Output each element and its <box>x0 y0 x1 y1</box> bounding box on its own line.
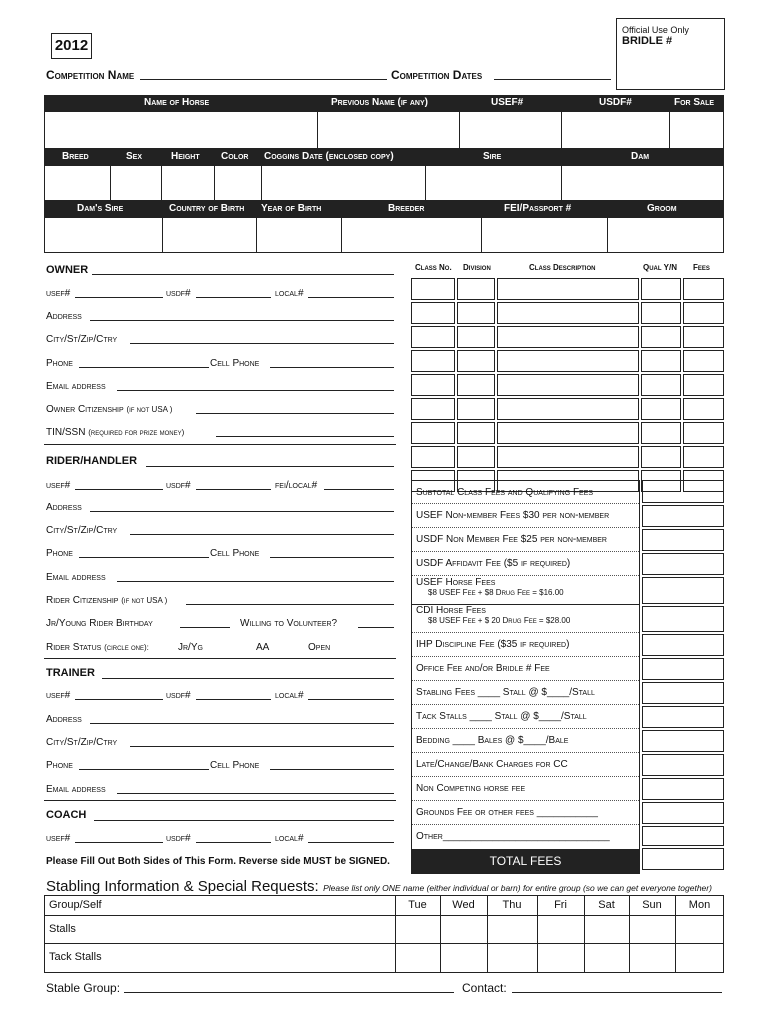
fee-stabling: Stabling Fees ____ Stall @ $____/Stall <box>412 681 639 705</box>
rider-status-text: Rider Status <box>46 642 102 653</box>
trainer-cell-label: Cell Phone <box>210 760 260 771</box>
official-use-label: Official Use Only <box>622 25 689 35</box>
trainer-city-field[interactable] <box>130 735 394 747</box>
class-row <box>411 325 724 349</box>
coach-usdf-field[interactable] <box>196 831 271 843</box>
owner-tin-note: (required for prize money) <box>88 428 185 437</box>
rider-usdf-label: usdf# <box>166 480 191 491</box>
trainer-title: TRAINER <box>46 667 95 679</box>
rider-phone-field[interactable] <box>79 546 209 558</box>
trainer-phone-label: Phone <box>46 760 73 771</box>
fill-note: Please Fill Out Both Sides of This Form. Reverse side MUST be SIGNED. <box>46 856 390 867</box>
divider <box>317 112 318 148</box>
class-cell[interactable] <box>457 398 495 420</box>
rider-status-aa[interactable]: AA <box>256 642 270 653</box>
owner-tin-field[interactable] <box>216 425 394 437</box>
rider-citizenship-text: Rider Citizenship <box>46 595 119 606</box>
header-usdf-number: USDF# <box>599 97 632 108</box>
class-cell[interactable] <box>641 374 681 396</box>
rider-citizenship-note: (if not USA ) <box>121 596 168 605</box>
class-cell[interactable] <box>497 326 639 348</box>
rider-name-field[interactable] <box>146 454 394 467</box>
header-previous-name: Previous Name (if any) <box>331 97 428 108</box>
class-cell[interactable] <box>497 446 639 468</box>
class-cell[interactable] <box>683 302 724 324</box>
section-divider <box>44 444 396 445</box>
trainer-usdf-field[interactable] <box>196 688 271 700</box>
stabling-note: Please list only ONE name (either individual or barn) for entire group (so we can get everyone together) <box>323 883 712 893</box>
day-header-sat: Sat <box>598 899 615 911</box>
header-coggins-date: Coggins Date (enclosed copy) <box>264 151 394 162</box>
owner-citizenship-text: Owner Citizenship <box>46 404 124 415</box>
class-cell[interactable] <box>683 278 724 300</box>
owner-tin-text: TIN/SSN <box>46 427 86 438</box>
header-height: Height <box>171 151 200 162</box>
total-fees-label: TOTAL FEES <box>412 849 639 873</box>
rider-cell-label: Cell Phone <box>210 548 260 559</box>
rider-status-jryg[interactable]: Jr/Yg <box>178 642 203 653</box>
rider-city-label: City/St/Zip/Ctry <box>46 525 118 536</box>
owner-cell-field[interactable] <box>270 356 394 368</box>
fee-usef-horse: USEF Horse Fees <box>416 577 496 588</box>
rider-usef-label: usef# <box>46 480 71 491</box>
trainer-phone-field[interactable] <box>79 758 209 770</box>
stabling-header-group: Group/Self <box>49 899 102 911</box>
owner-citizenship-note: (if not USA ) <box>126 405 173 414</box>
owner-cell-label: Cell Phone <box>210 358 260 369</box>
contact-field[interactable] <box>512 978 722 993</box>
coach-name-field[interactable] <box>94 808 394 821</box>
rider-fei-field[interactable] <box>324 478 394 490</box>
trainer-city-label: City/St/Zip/Ctry <box>46 737 118 748</box>
owner-usdf-field[interactable] <box>196 286 271 298</box>
fee-amount-box[interactable] <box>642 706 724 728</box>
divider <box>256 218 257 252</box>
owner-usef-field[interactable] <box>75 286 163 298</box>
class-cell[interactable] <box>497 398 639 420</box>
coach-title: COACH <box>46 809 87 821</box>
owner-phone-field[interactable] <box>79 356 209 368</box>
trainer-local-field[interactable] <box>308 688 394 700</box>
day-header-wed: Wed <box>452 899 475 911</box>
class-row <box>411 397 724 421</box>
class-cell[interactable] <box>683 326 724 348</box>
fee-bedding: Bedding ____ Bales @ $____/Bale <box>412 729 639 753</box>
horse-header-row-3 <box>44 201 724 217</box>
trainer-usef-label: usef# <box>46 690 71 701</box>
header-country-of-birth: Country of Birth <box>169 203 245 214</box>
coach-local-field[interactable] <box>308 831 394 843</box>
class-cell[interactable] <box>411 350 455 372</box>
divider <box>161 166 162 200</box>
owner-citizenship-field[interactable] <box>196 402 394 414</box>
rider-email-label: Email address <box>46 572 106 583</box>
class-cell[interactable] <box>641 422 681 444</box>
rider-cell-field[interactable] <box>270 546 394 558</box>
fee-other: Other______________________________ <box>416 831 610 842</box>
horse-input-row-2[interactable] <box>44 165 724 201</box>
fee-amount-box[interactable] <box>642 634 724 656</box>
owner-usdf-label: usdf# <box>166 288 191 299</box>
rider-email-field[interactable] <box>117 570 394 582</box>
rider-usdf-field[interactable] <box>196 478 271 490</box>
divider <box>261 166 262 200</box>
fee-amount-box[interactable] <box>642 529 724 551</box>
stabling-table <box>44 895 724 973</box>
divider <box>214 166 215 200</box>
horse-header-row-2 <box>44 149 724 165</box>
class-cell[interactable] <box>683 350 724 372</box>
class-cell[interactable] <box>641 302 681 324</box>
rider-volunteer-label: Willing to Volunteer? <box>240 618 338 629</box>
owner-city-field[interactable] <box>130 332 394 344</box>
competition-dates-label: Competition Dates <box>391 68 483 82</box>
fee-amount-box[interactable] <box>642 826 724 846</box>
trainer-cell-field[interactable] <box>270 758 394 770</box>
fee-amount-box[interactable] <box>642 682 724 704</box>
year-box: 2012 <box>51 33 92 59</box>
divider <box>341 218 342 252</box>
rider-status-label <box>46 642 149 653</box>
owner-city-label: City/St/Zip/Ctry <box>46 334 118 345</box>
rider-jr-birthday-field[interactable] <box>180 616 230 628</box>
header-color: Color <box>221 151 249 162</box>
rider-citizenship-field[interactable] <box>186 593 394 605</box>
section-divider <box>44 800 396 801</box>
header-dam: Dam <box>631 151 650 162</box>
fee-amount-box[interactable] <box>642 778 724 800</box>
owner-title: OWNER <box>46 264 89 276</box>
stabling-row-tack[interactable] <box>45 944 723 972</box>
header-division: Division <box>463 263 491 272</box>
fee-amount-box[interactable] <box>642 505 724 527</box>
class-cell[interactable] <box>457 350 495 372</box>
class-cell[interactable] <box>411 278 455 300</box>
rider-address-label: Address <box>46 502 82 513</box>
class-cell[interactable] <box>457 446 495 468</box>
rider-phone-label: Phone <box>46 548 73 559</box>
class-cell[interactable] <box>411 398 455 420</box>
trainer-usdf-label: usdf# <box>166 690 191 701</box>
official-use-box <box>616 18 725 90</box>
fee-office: Office Fee and/or Bridle # Fee <box>412 657 639 681</box>
owner-name-field[interactable] <box>92 262 394 275</box>
trainer-name-field[interactable] <box>102 666 394 679</box>
header-year-of-birth: Year of Birth <box>261 203 322 214</box>
class-cell[interactable] <box>683 398 724 420</box>
class-table <box>411 259 724 277</box>
class-cell[interactable] <box>457 374 495 396</box>
rider-status-open[interactable]: Open <box>308 642 331 653</box>
trainer-usef-field[interactable] <box>75 688 163 700</box>
class-cell[interactable] <box>411 446 455 468</box>
class-cell[interactable] <box>641 278 681 300</box>
class-cell[interactable] <box>683 374 724 396</box>
divider <box>425 166 426 200</box>
stabling-row-stalls[interactable] <box>45 916 723 944</box>
bridle-number-label: BRIDLE # <box>622 35 673 47</box>
header-class-description: Class Description <box>529 263 596 272</box>
owner-local-field[interactable] <box>308 286 394 298</box>
owner-email-label: Email address <box>46 381 106 392</box>
fee-amount-box[interactable] <box>642 754 724 776</box>
stabling-row-stalls-label: Stalls <box>49 923 76 935</box>
day-header-thu: Thu <box>502 899 522 911</box>
fee-amount-box[interactable] <box>642 553 724 575</box>
coach-usdf-label: usdf# <box>166 833 191 844</box>
stable-group-field[interactable] <box>124 978 454 993</box>
stable-group-label: Stable Group: <box>46 981 121 995</box>
class-row <box>411 301 724 325</box>
stabling-row-tack-label: Tack Stalls <box>49 951 102 963</box>
fee-tack-stalls: Tack Stalls ____ Stall @ $____/Stall <box>412 705 639 729</box>
stabling-title: Stabling Information & Special Requests: <box>46 878 319 895</box>
trainer-address-label: Address <box>46 714 82 725</box>
fee-usef-horse-note: $8 USEF Fee + $8 Drug Fee = $16.00 <box>428 588 564 597</box>
fee-amount-box[interactable] <box>642 730 724 752</box>
horse-input-row-1[interactable] <box>44 111 724 149</box>
class-cell[interactable] <box>457 302 495 324</box>
day-header-mon: Mon <box>688 899 711 911</box>
section-divider <box>44 658 396 659</box>
fee-usef-horse-block <box>412 576 639 605</box>
class-cell[interactable] <box>497 278 639 300</box>
fee-usef-nonmember: USEF Non-member Fees $30 per non-member <box>412 504 639 528</box>
rider-citizenship-label <box>46 595 167 606</box>
fees-table <box>411 480 640 874</box>
owner-citizenship-label <box>46 404 172 415</box>
header-sex: Sex <box>126 151 143 162</box>
trainer-email-field[interactable] <box>117 782 394 794</box>
header-sire: Sire <box>483 151 502 162</box>
coach-usef-field[interactable] <box>75 831 163 843</box>
owner-address-field[interactable] <box>90 309 394 321</box>
divider <box>561 166 562 200</box>
header-breeder: Breeder <box>388 203 425 214</box>
class-cell[interactable] <box>641 446 681 468</box>
class-cell[interactable] <box>411 326 455 348</box>
header-breed: Breed <box>62 151 89 162</box>
header-name-of-horse: Name of Horse <box>144 97 210 108</box>
class-cell[interactable] <box>457 422 495 444</box>
class-cell[interactable] <box>497 422 639 444</box>
class-cell[interactable] <box>457 326 495 348</box>
class-table-header <box>411 259 724 277</box>
trainer-local-label: local# <box>275 690 304 701</box>
trainer-address-field[interactable] <box>90 712 394 724</box>
contact-label: Contact: <box>462 981 507 995</box>
rider-fei-label: fei/local# <box>275 480 318 491</box>
horse-input-row-3[interactable] <box>44 217 724 253</box>
fee-amount-box[interactable] <box>642 577 724 604</box>
divider <box>669 112 670 148</box>
header-class-no: Class No. <box>415 263 452 272</box>
class-cell[interactable] <box>641 350 681 372</box>
competition-dates-field[interactable] <box>494 66 611 80</box>
trainer-email-label: Email address <box>46 784 106 795</box>
rider-title: RIDER/HANDLER <box>46 455 138 467</box>
header-fees: Fees <box>693 263 710 272</box>
owner-phone-label: Phone <box>46 358 73 369</box>
class-cell[interactable] <box>497 302 639 324</box>
day-header-sun: Sun <box>642 899 662 911</box>
owner-usef-label: usef# <box>46 288 71 299</box>
class-row <box>411 421 724 445</box>
fee-late-charges: Late/Change/Bank Charges for CC <box>412 753 639 777</box>
class-row <box>411 373 724 397</box>
fee-subtotal: Subtotal Class Fees and Qualifying Fees <box>412 481 639 504</box>
class-cell[interactable] <box>457 278 495 300</box>
owner-address-label: Address <box>46 311 82 322</box>
header-fei-passport: FEI/Passport # <box>504 203 572 214</box>
stabling-title-row <box>46 878 712 896</box>
header-dams-sire: Dam's Sire <box>77 203 124 214</box>
class-cell[interactable] <box>411 302 455 324</box>
divider <box>162 218 163 252</box>
class-cell[interactable] <box>683 422 724 444</box>
divider <box>561 112 562 148</box>
day-header-fri: Fri <box>554 899 567 911</box>
divider <box>110 166 111 200</box>
fee-amount-box[interactable] <box>642 848 724 870</box>
fee-amount-box[interactable] <box>642 802 724 824</box>
competition-name-field[interactable] <box>140 66 387 80</box>
fee-cdi-note: $8 USEF Fee + $ 20 Drug Fee = $28.00 <box>428 616 571 625</box>
class-row <box>411 277 724 301</box>
header-usef-number: USEF# <box>491 97 524 108</box>
coach-local-label: local# <box>275 833 304 844</box>
rider-usef-field[interactable] <box>75 478 163 490</box>
class-cell[interactable] <box>683 446 724 468</box>
owner-email-field[interactable] <box>117 379 394 391</box>
class-cell[interactable] <box>641 326 681 348</box>
header-groom: Groom <box>647 203 677 214</box>
class-row <box>411 349 724 373</box>
fee-cdi-block <box>412 605 639 633</box>
fee-grounds: Grounds Fee or other fees ___________ <box>412 801 639 825</box>
owner-tin-label <box>46 427 184 438</box>
header-qual-yn: Qual Y/N <box>643 263 677 272</box>
fee-subtotal-box[interactable] <box>642 480 724 503</box>
divider <box>481 218 482 252</box>
coach-usef-label: usef# <box>46 833 71 844</box>
owner-local-label: local# <box>275 288 304 299</box>
fee-amount-box[interactable] <box>642 658 724 680</box>
horse-header-row-1 <box>44 95 724 111</box>
fee-non-competing: Non Competing horse fee <box>412 777 639 801</box>
fee-cdi-horse: CDI Horse Fees <box>416 605 486 616</box>
competition-name-label: Competition Name <box>46 68 135 82</box>
class-cell[interactable] <box>411 422 455 444</box>
fee-usdf-affidavit: USDF Affidavit Fee ($5 if required) <box>412 552 639 576</box>
fee-usdf-nonmember: USDF Non Member Fee $25 per non-member <box>412 528 639 552</box>
day-header-tue: Tue <box>408 899 427 911</box>
rider-city-field[interactable] <box>130 523 394 535</box>
class-cell[interactable] <box>497 350 639 372</box>
class-cell[interactable] <box>641 398 681 420</box>
fee-ihp: IHP Discipline Fee ($35 if required) <box>412 633 639 657</box>
rider-volunteer-field[interactable] <box>358 616 394 628</box>
rider-status-note: (circle one): <box>104 643 149 652</box>
divider <box>607 218 608 252</box>
class-cell[interactable] <box>411 374 455 396</box>
fee-amount-box[interactable] <box>642 606 724 632</box>
rider-jr-birthday-label: Jr/Young Rider Birthday <box>46 618 153 629</box>
class-row <box>411 445 724 469</box>
class-cell[interactable] <box>497 374 639 396</box>
header-for-sale: For Sale <box>674 97 715 108</box>
divider <box>459 112 460 148</box>
rider-address-field[interactable] <box>90 500 394 512</box>
